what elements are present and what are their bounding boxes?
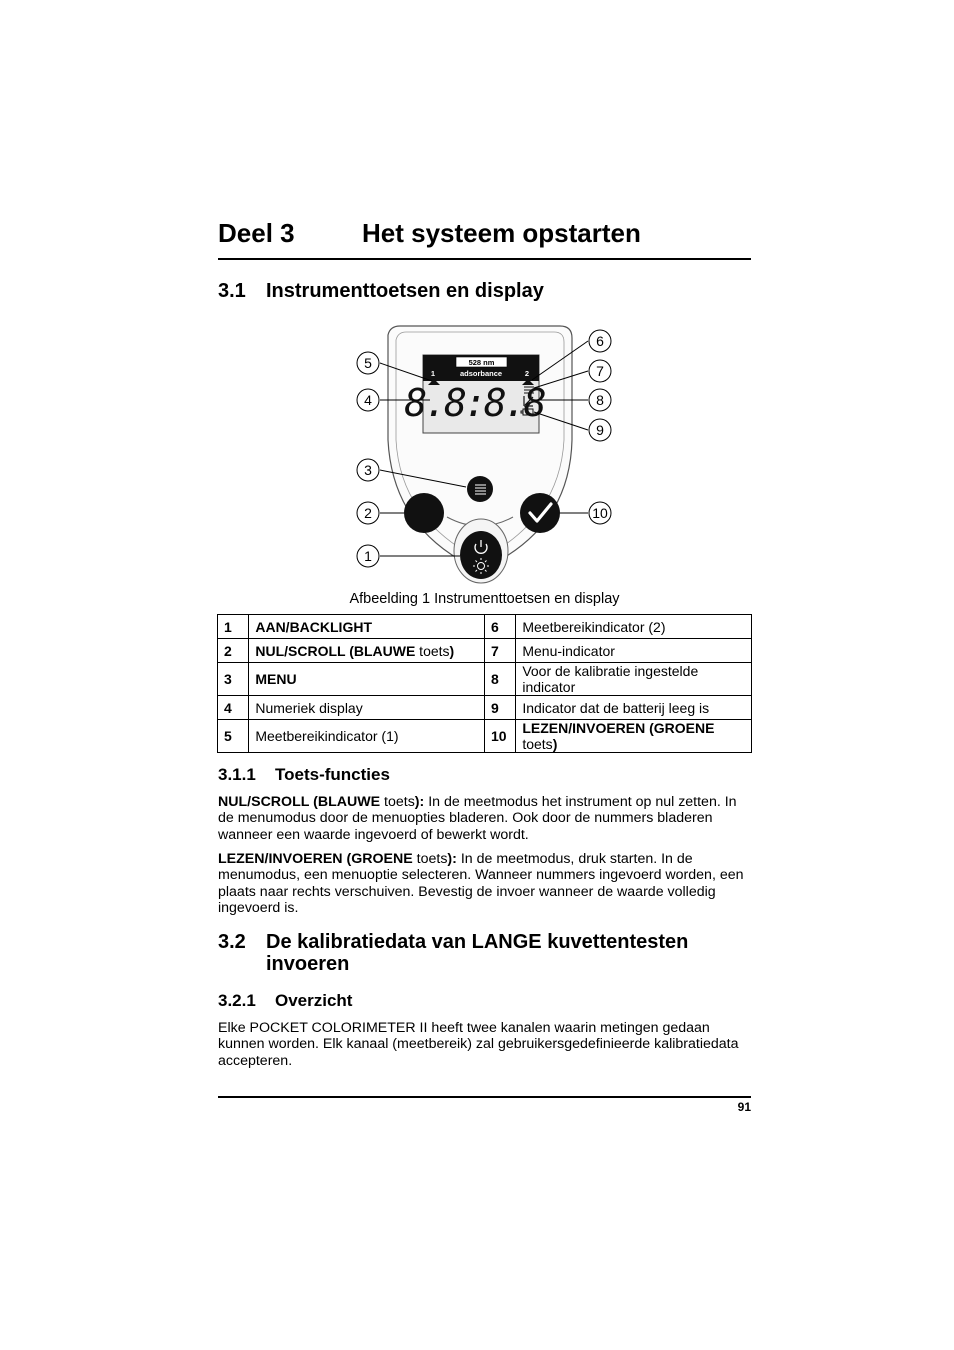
key-function-read-paragraph: [218, 851, 751, 917]
legend-table: [217, 614, 752, 753]
lcd-digits: 8.8:8.8: [404, 381, 544, 425]
callout-3: 3: [364, 462, 372, 478]
legend-number: 5: [218, 720, 249, 753]
legend-label-part: LEZEN/INVOEREN (GROENE: [522, 720, 715, 736]
legend-label-part: Voor de kalibratie ingestelde indicator: [522, 663, 699, 695]
key-function-zero-paragraph: [218, 794, 751, 843]
legend-number: 2: [218, 639, 249, 663]
callout-4: 4: [364, 392, 372, 408]
section-number: 3.1.1: [218, 765, 256, 784]
legend-number: 4: [218, 696, 249, 720]
legend-label: [516, 663, 752, 696]
legend-label-part: Meetbereikindicator (1): [255, 728, 399, 744]
lcd-range-1: 1: [430, 369, 436, 378]
callout-1: 1: [364, 548, 372, 564]
footer-rule: [218, 1096, 751, 1098]
legend-label-part: Numeriek display: [255, 699, 363, 716]
section-title: Instrumenttoetsen en display: [266, 280, 544, 302]
legend-row: [218, 720, 752, 753]
legend-label: [249, 720, 485, 753]
section-number: 3.2: [218, 931, 246, 953]
legend-label: [516, 720, 752, 753]
callout-9: 9: [596, 422, 604, 438]
legend-label-part: Indicator dat de batterij leeg is: [522, 699, 710, 716]
legend-label-part: MENU: [255, 671, 297, 687]
section-3-2-heading: [218, 931, 688, 975]
legend-label: [516, 639, 752, 663]
legend-number: 9: [484, 696, 515, 720]
legend-label: [516, 615, 752, 639]
section-title: Overzicht: [275, 991, 353, 1010]
legend-number: 6: [484, 615, 515, 639]
section-title: Toets-functies: [275, 765, 390, 784]
legend-number: 3: [218, 663, 249, 696]
legend-label-part: NUL/SCROLL (BLAUWE: [255, 642, 416, 659]
legend-number: 10: [484, 720, 515, 753]
legend-number: 1: [218, 615, 249, 639]
legend-label: [249, 663, 485, 696]
section-3-2-1-heading: [218, 991, 352, 1011]
section-number: 3.2.1: [218, 991, 256, 1010]
legend-row: [218, 639, 752, 663]
chapter-number: Deel 3: [218, 218, 295, 248]
key-suffix: toets: [412, 851, 448, 867]
callout-8: 8: [596, 392, 604, 408]
legend-label-part: ): [449, 642, 455, 659]
key-description: In de meetmodus, druk starten. In de menumodus, een menuoptie selecteren. Wanneer nummers ingevoerd worden, een plaats naar rechts verschuiven. Bevestig de invoer wanneer de waarde volledig ingevoerd is.: [218, 851, 744, 917]
chapter-heading: [218, 218, 751, 260]
key-suffix: toets: [380, 794, 415, 810]
chapter-title: Het systeem opstarten: [362, 218, 641, 248]
callout-6: 6: [596, 333, 604, 349]
key-colon: ):: [414, 794, 425, 810]
callout-10: 10: [592, 505, 608, 521]
legend-label-part: ): [552, 736, 558, 752]
section-title-line-1: De kalibratiedata van LANGE kuvettentesten: [266, 931, 689, 953]
callout-2: 2: [364, 505, 372, 521]
key-name: NUL/SCROLL (BLAUWE: [218, 794, 381, 810]
legend-label-part: toets: [415, 642, 450, 659]
legend-label: [516, 696, 752, 720]
legend-row: [218, 615, 752, 639]
callout-5: 5: [364, 355, 372, 371]
legend-label: [249, 696, 485, 720]
power-backlight-key: [460, 531, 502, 579]
legend-row: [218, 696, 752, 720]
legend-label-part: Meetbereikindicator (2): [522, 618, 666, 635]
legend-label-part: toets: [522, 736, 553, 752]
key-colon: ):: [447, 851, 457, 867]
zero-scroll-key: [404, 493, 444, 533]
legend-label: [249, 615, 485, 639]
instrument-figure: [350, 322, 620, 584]
menu-key: [467, 476, 493, 502]
key-name: LEZEN/INVOEREN (GROENE: [218, 851, 413, 867]
section-number: 3.1: [218, 280, 246, 302]
lcd-wavelength: 528 nm: [468, 358, 495, 367]
key-description: In de meetmodus het instrument op nul zetten. In de menumodus door de menuopties bladeren. Ook door de nummers bladeren wanneer een waarde ingevoerd of bewerkt wordt.: [218, 794, 737, 843]
read-enter-key: [520, 493, 560, 533]
page-number: 91: [737, 1100, 751, 1114]
legend-label: [249, 639, 485, 663]
legend-label-part: AAN/BACKLIGHT: [255, 618, 372, 635]
figure-caption: Afbeelding 1 Instrumenttoetsen en display: [349, 591, 620, 607]
overview-paragraph: Elke POCKET COLORIMETER II heeft twee kanalen waarin metingen gedaan kunnen worden. Elk kanaal (meetbereik) zal gebruikersgedefinieerde kalibratiedata accepteren.: [218, 1020, 739, 1069]
section-3-1-heading: [218, 280, 544, 303]
section-3-1-1-heading: [218, 765, 390, 785]
section-title-line-2: invoeren: [266, 953, 350, 975]
lcd-mode: adsorbance: [459, 369, 503, 378]
callout-7: 7: [596, 363, 604, 379]
legend-label-part: Menu-indicator: [522, 642, 615, 659]
lcd-range-2: 2: [524, 369, 530, 378]
legend-number: 8: [484, 663, 515, 696]
legend-row: [218, 663, 752, 696]
legend-number: 7: [484, 639, 515, 663]
